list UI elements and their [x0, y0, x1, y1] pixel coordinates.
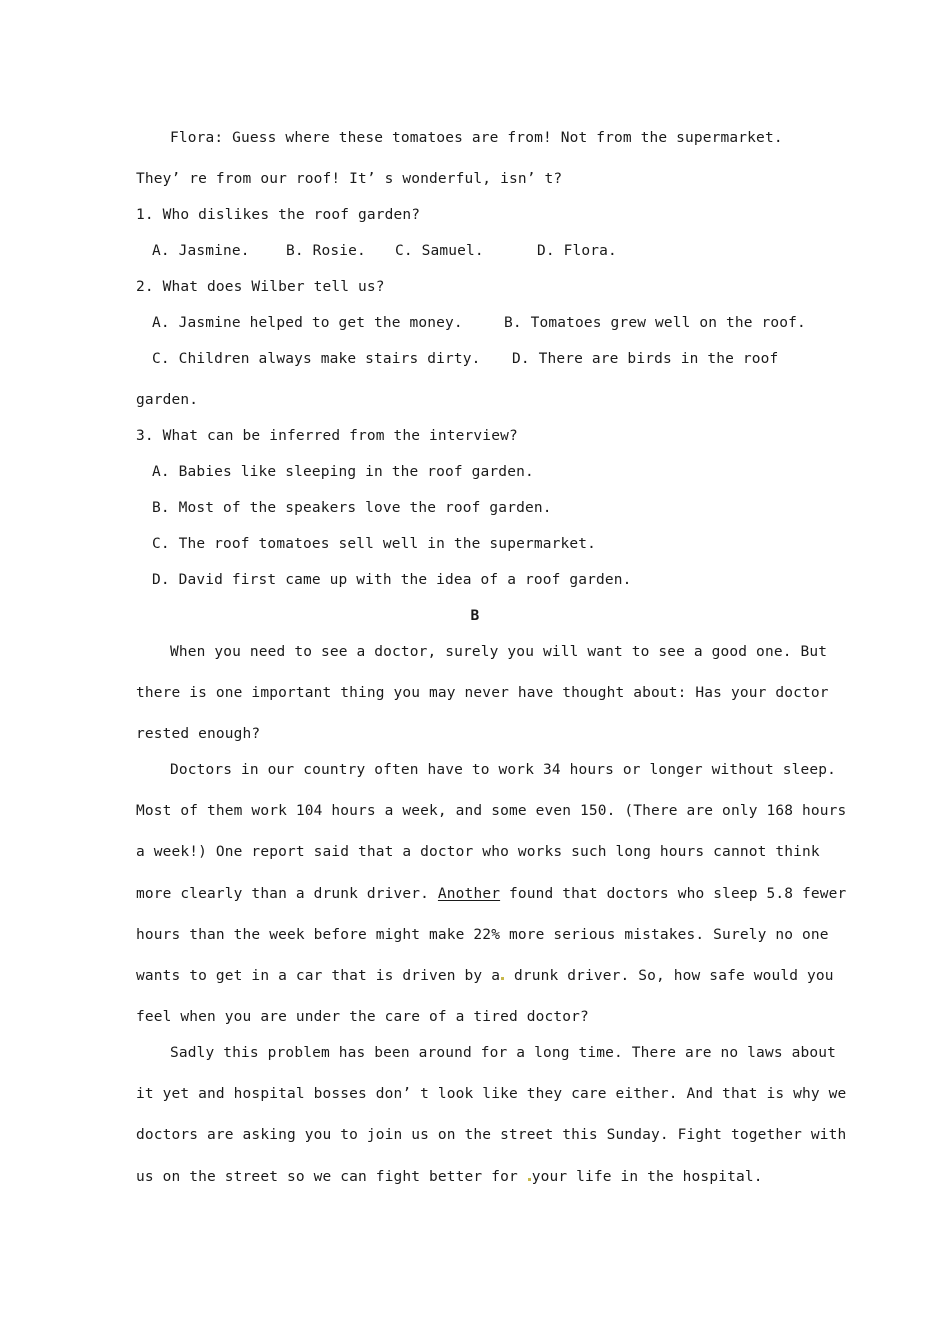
- p2-line-5: hours than the week before might make 22% more serious mistakes. Surely no one: [136, 927, 829, 943]
- p1-line-2: there is one important thing you may never have thought about: Has your doctor: [136, 685, 829, 701]
- p1-line-1: When you need to see a doctor, surely you will want to see a good one. But: [170, 644, 828, 660]
- flora-line-2: They’ re from our roof! It’ s wonderful, isn’ t?: [136, 171, 563, 187]
- p3-line-4-end: your life in the hospital.: [531, 1169, 763, 1185]
- q3-option-b: B. Most of the speakers love the roof garden.: [152, 500, 552, 516]
- q2-option-c: C. Children always make stairs dirty.: [152, 351, 481, 367]
- section-b-heading: B: [470, 608, 480, 624]
- q3-option-a: A. Babies like sleeping in the roof garden.: [152, 464, 534, 480]
- p2-line-2: Most of them work 104 hours a week, and some even 150. (There are only 168 hours: [136, 803, 847, 819]
- p2-line-6-end: drunk driver. So, how safe would you: [505, 968, 834, 984]
- question-3-stem: 3. What can be inferred from the interview?: [136, 428, 518, 444]
- p2-line-6: [136, 966, 834, 986]
- p3-line-4-start: us on the street so we can fight better for: [136, 1169, 527, 1185]
- p2-line-4: [136, 884, 846, 904]
- p3-line-4: [136, 1167, 763, 1187]
- q2-option-d-continued: garden.: [136, 392, 199, 408]
- p2-line-1: Doctors in our country often have to work 34 hours or longer without sleep.: [170, 762, 836, 778]
- p2-line-6-start: wants to get in a car that is driven by a: [136, 968, 501, 984]
- p2-line-4-end: found that doctors who sleep 5.8 fewer: [500, 886, 847, 902]
- p3-line-1: Sadly this problem has been around for a long time. There are no laws about: [170, 1045, 836, 1061]
- question-1-stem: 1. Who dislikes the roof garden?: [136, 207, 421, 223]
- p1-line-3: rested enough?: [136, 726, 261, 742]
- question-2-stem: 2. What does Wilber tell us?: [136, 279, 385, 295]
- p2-line-7: feel when you are under the care of a tired doctor?: [136, 1009, 589, 1025]
- flora-line-1: Flora: Guess where these tomatoes are from! Not from the supermarket.: [170, 130, 783, 146]
- q1-option-a: A. Jasmine.: [152, 243, 250, 259]
- q3-option-d: D. David first came up with the idea of a roof garden.: [152, 572, 632, 588]
- q3-option-c: C. The roof tomatoes sell well in the supermarket.: [152, 536, 596, 552]
- q1-option-d: D. Flora.: [537, 243, 617, 259]
- q2-option-b: B. Tomatoes grew well on the roof.: [504, 315, 806, 331]
- p2-line-3: a week!) One report said that a doctor who works such long hours cannot think: [136, 844, 820, 860]
- q2-option-a: A. Jasmine helped to get the money.: [152, 315, 463, 331]
- p2-line-4-start: more clearly than a drunk driver.: [136, 886, 438, 902]
- mark-dot-icon: [501, 977, 504, 980]
- p3-line-3: doctors are asking you to join us on the street this Sunday. Fight together with: [136, 1127, 847, 1143]
- p3-line-2: it yet and hospital bosses don’ t look like they care either. And that is why we: [136, 1086, 847, 1102]
- mark-dot-icon: [528, 1178, 531, 1181]
- q1-option-b: B. Rosie.: [286, 243, 366, 259]
- q1-option-c: C. Samuel.: [395, 243, 484, 259]
- q2-option-d: D. There are birds in the roof: [512, 351, 779, 367]
- underlined-word-another: Another: [437, 886, 501, 902]
